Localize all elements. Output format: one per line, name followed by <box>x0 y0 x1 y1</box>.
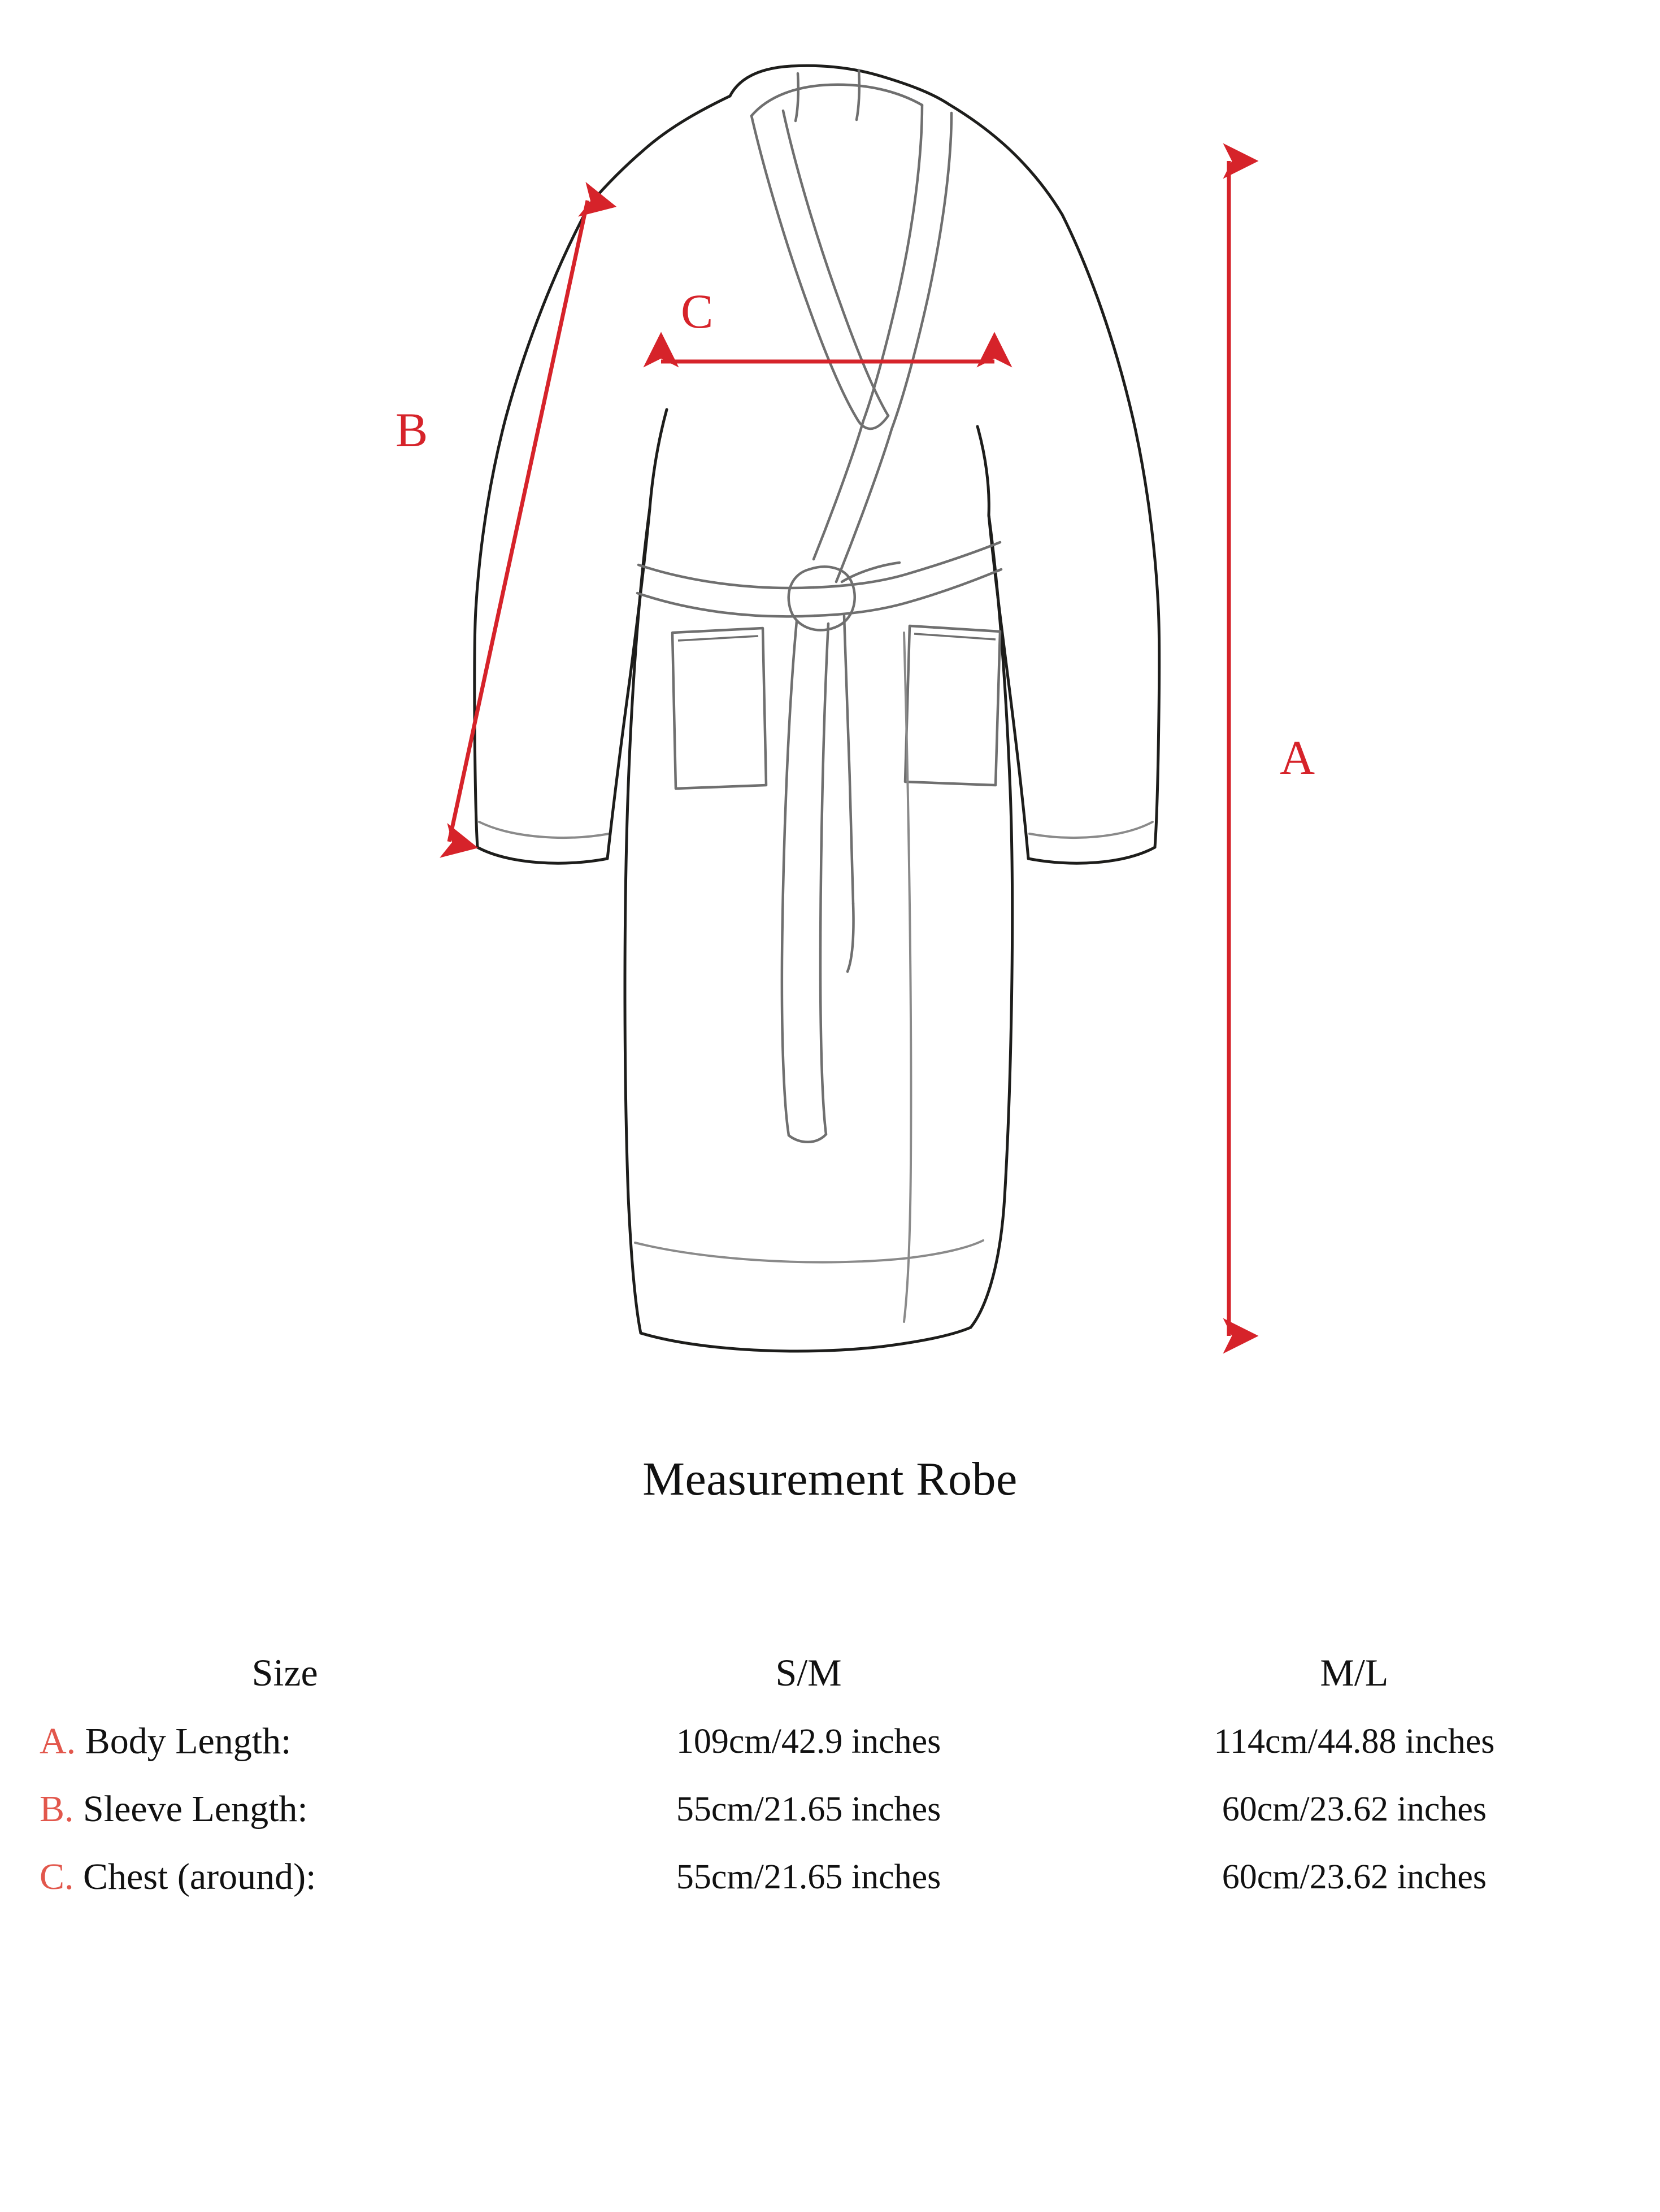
robe-fold-lines <box>635 633 983 1322</box>
header-size-sm: S/M <box>775 1651 842 1694</box>
row-letter-c: C. <box>40 1856 74 1897</box>
label-b: B <box>396 403 428 457</box>
row-letter-b: B. <box>40 1788 74 1830</box>
row-label-sleeve-length <box>34 1775 536 1843</box>
label-a: A <box>1280 730 1315 785</box>
table-header-row <box>34 1638 1627 1708</box>
robe-collar-detail <box>751 70 951 582</box>
body-length-sm: 109cm/42.9 inches <box>676 1722 941 1761</box>
row-text-b: Sleeve Length: <box>83 1788 308 1830</box>
row-text-c: Chest (around): <box>83 1856 316 1897</box>
sleeve-length-ml: 60cm/23.62 inches <box>1222 1789 1487 1828</box>
measurement-table-wrap <box>34 1638 1627 1911</box>
arrow-b <box>449 201 588 842</box>
sleeve-length-sm: 55cm/21.65 inches <box>676 1789 941 1828</box>
table-row <box>34 1843 1627 1911</box>
header-size-ml: M/L <box>1320 1651 1389 1694</box>
chest-ml: 60cm/23.62 inches <box>1222 1857 1487 1896</box>
header-size: Size <box>251 1651 318 1694</box>
label-c: C <box>681 284 714 338</box>
robe-outline <box>475 66 1159 1351</box>
body-length-ml: 114cm/44.88 inches <box>1214 1722 1495 1761</box>
chest-sm: 55cm/21.65 inches <box>676 1857 941 1896</box>
row-letter-a: A. <box>40 1721 76 1762</box>
row-text-a: Body Length: <box>85 1721 292 1762</box>
table-row <box>34 1708 1627 1775</box>
measurement-table <box>34 1638 1627 1911</box>
row-label-body-length <box>34 1708 536 1775</box>
row-label-chest <box>34 1843 536 1911</box>
page-title: Measurement Robe <box>642 1453 1018 1505</box>
robe-pockets <box>672 626 1000 789</box>
table-row <box>34 1775 1627 1843</box>
